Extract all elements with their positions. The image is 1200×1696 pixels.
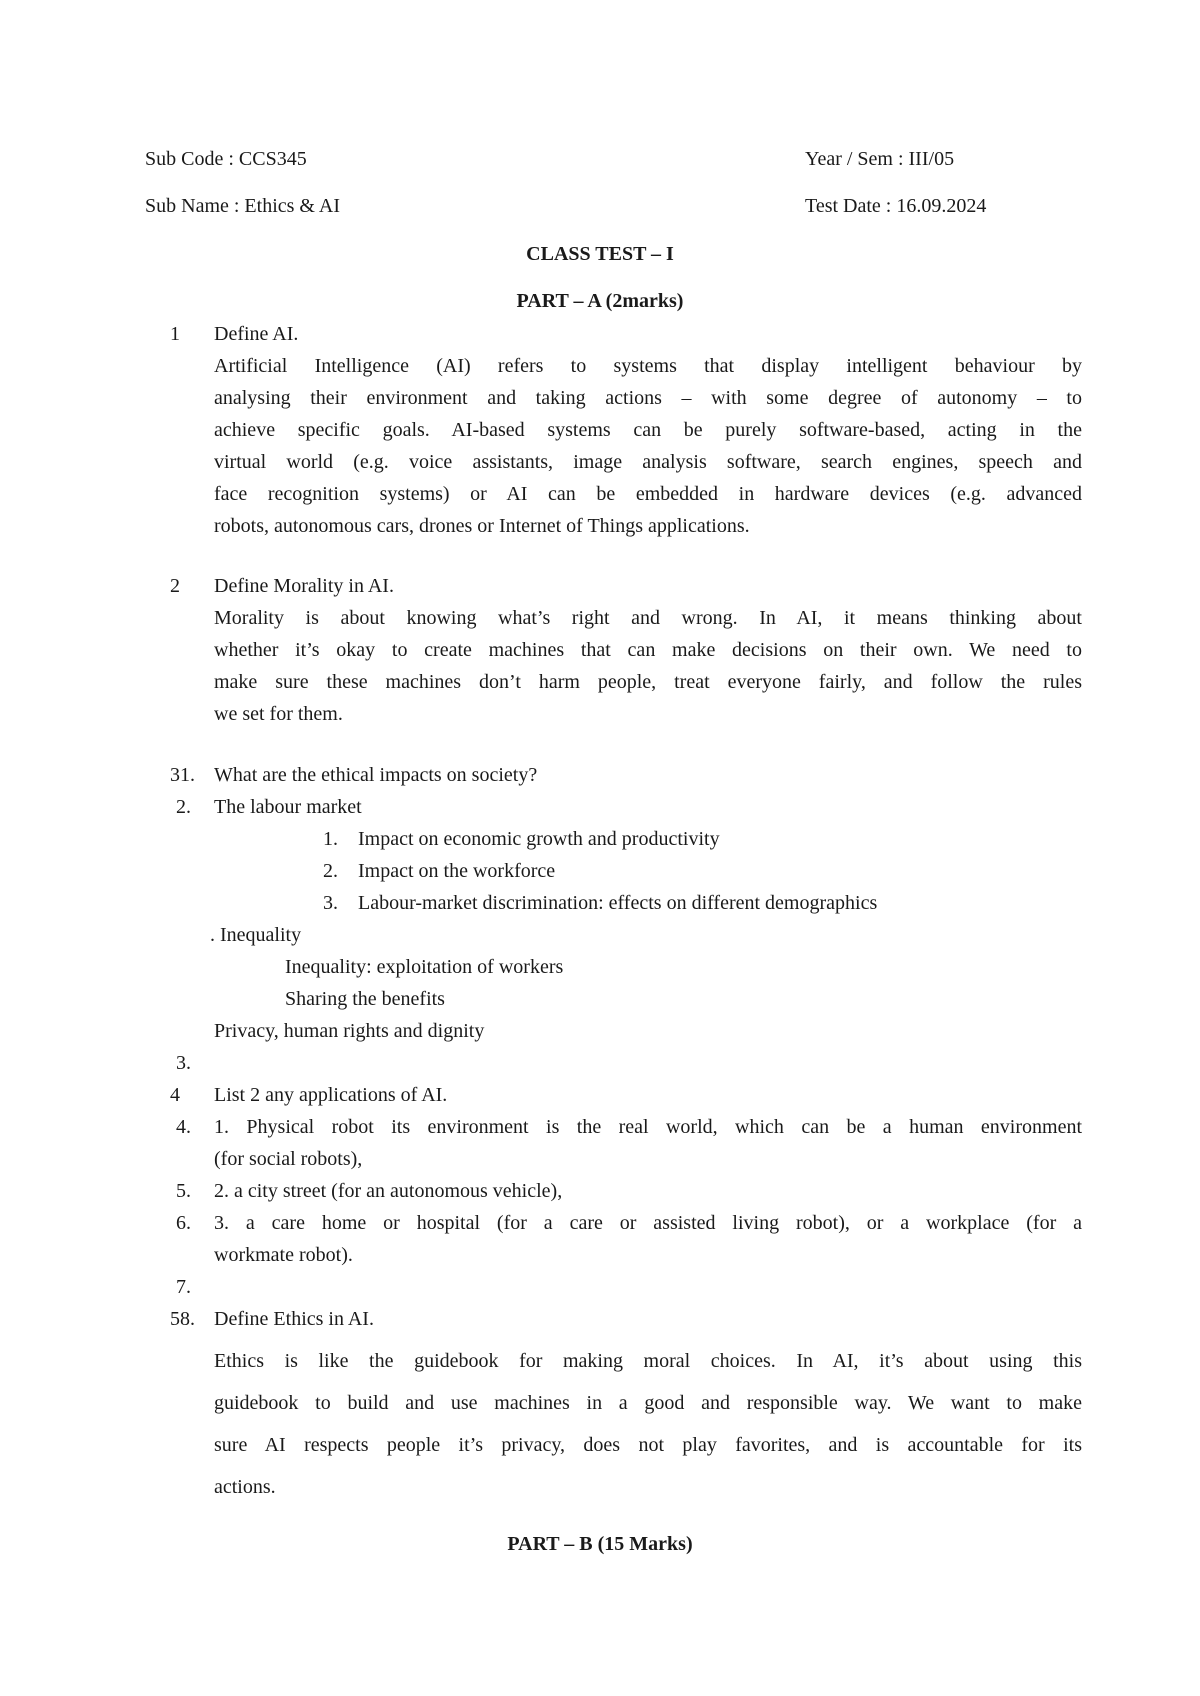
test-title: CLASS TEST – I	[526, 243, 674, 265]
q3-item-number: 2.	[176, 796, 191, 818]
q3-question: What are the ethical impacts on society?	[214, 764, 538, 786]
q2-number: 2	[170, 575, 180, 597]
q4-item-line: workmate robot).	[214, 1244, 353, 1266]
q3-sub-item: Impact on economic growth and productivity	[358, 828, 720, 850]
q5-answer-line: sure AI respects people it’s privacy, does not play favorites, and is accountable for its	[214, 1434, 1082, 1456]
q4-item-line: (for social robots),	[214, 1148, 363, 1170]
q4-item-line: 2. a city street (for an autonomous vehicle),	[214, 1180, 563, 1202]
q3-inequality-item: Inequality: exploitation of workers	[285, 956, 564, 978]
q3-sub-item-number: 2.	[323, 860, 338, 882]
q5-answer-line: actions.	[214, 1476, 276, 1498]
q3-sub-item-number: 1.	[323, 828, 338, 850]
q1-answer-line: analysing their environment and taking actions – with some degree of autonomy – to	[214, 387, 1082, 409]
sub-code: Sub Code : CCS345	[145, 148, 307, 170]
q5-answer-line: Ethics is like the guidebook for making moral choices. In AI, it’s about using this	[214, 1350, 1082, 1372]
q3-sub-item: Labour-market discrimination: effects on different demographics	[358, 892, 878, 914]
q3-sub-item: Impact on the workforce	[358, 860, 556, 882]
q4-item-line: 1. Physical robot its environment is the real world, which can be a human environment	[214, 1116, 1082, 1138]
q1-answer-line: robots, autonomous cars, drones or Internet of Things applications.	[214, 515, 750, 537]
q1-answer-line: face recognition systems) or AI can be embedded in hardware devices (e.g. advanced	[214, 483, 1082, 505]
q4-item-line: 3. a care home or hospital (for a care or assisted living robot), or a workplace (for a	[214, 1212, 1082, 1234]
q2-answer-line: make sure these machines don’t harm people, treat everyone fairly, and follow the rules	[214, 671, 1082, 693]
q1-number: 1	[170, 323, 180, 345]
q1-answer-line: achieve specific goals. AI-based systems can be purely software-based, acting in the	[214, 419, 1082, 441]
q3-privacy: Privacy, human rights and dignity	[214, 1020, 485, 1042]
q4-number: 4	[170, 1084, 180, 1106]
q2-answer-line: we set for them.	[214, 703, 343, 725]
q1-question: Define AI.	[214, 323, 299, 345]
part-b-heading: PART – B (15 Marks)	[507, 1533, 693, 1555]
test-date: Test Date : 16.09.2024	[805, 195, 987, 217]
q3-sub-item-number: 3.	[323, 892, 338, 914]
q3-empty-number: 3.	[176, 1052, 191, 1074]
q4-item-number: 6.	[176, 1212, 191, 1234]
q3-number: 31.	[170, 764, 195, 786]
q2-answer-line: whether it’s okay to create machines that can make decisions on their own. We need to	[214, 639, 1082, 661]
q5-answer-line: guidebook to build and use machines in a good and responsible way. We want to make	[214, 1392, 1082, 1414]
q4-item-number: 4.	[176, 1116, 191, 1138]
year-sem: Year / Sem : III/05	[805, 148, 955, 170]
q4-question: List 2 any applications of AI.	[214, 1084, 448, 1106]
q4-empty-number: 7.	[176, 1276, 191, 1298]
q5-number: 58.	[170, 1308, 195, 1330]
q1-answer-line: Artificial Intelligence (AI) refers to systems that display intelligent behaviour by	[214, 355, 1082, 377]
q3-item: The labour market	[214, 796, 362, 818]
sub-name: Sub Name : Ethics & AI	[145, 195, 340, 217]
q2-question: Define Morality in AI.	[214, 575, 394, 597]
part-a-heading: PART – A (2marks)	[516, 290, 684, 312]
q3-inequality: . Inequality	[210, 924, 302, 946]
q2-answer-line: Morality is about knowing what’s right and wrong. In AI, it means thinking about	[214, 607, 1082, 629]
q5-question: Define Ethics in AI.	[214, 1308, 374, 1330]
q3-inequality-item: Sharing the benefits	[285, 988, 445, 1010]
q4-item-number: 5.	[176, 1180, 191, 1202]
q1-answer-line: virtual world (e.g. voice assistants, image analysis software, search engines, speech and	[214, 451, 1082, 473]
